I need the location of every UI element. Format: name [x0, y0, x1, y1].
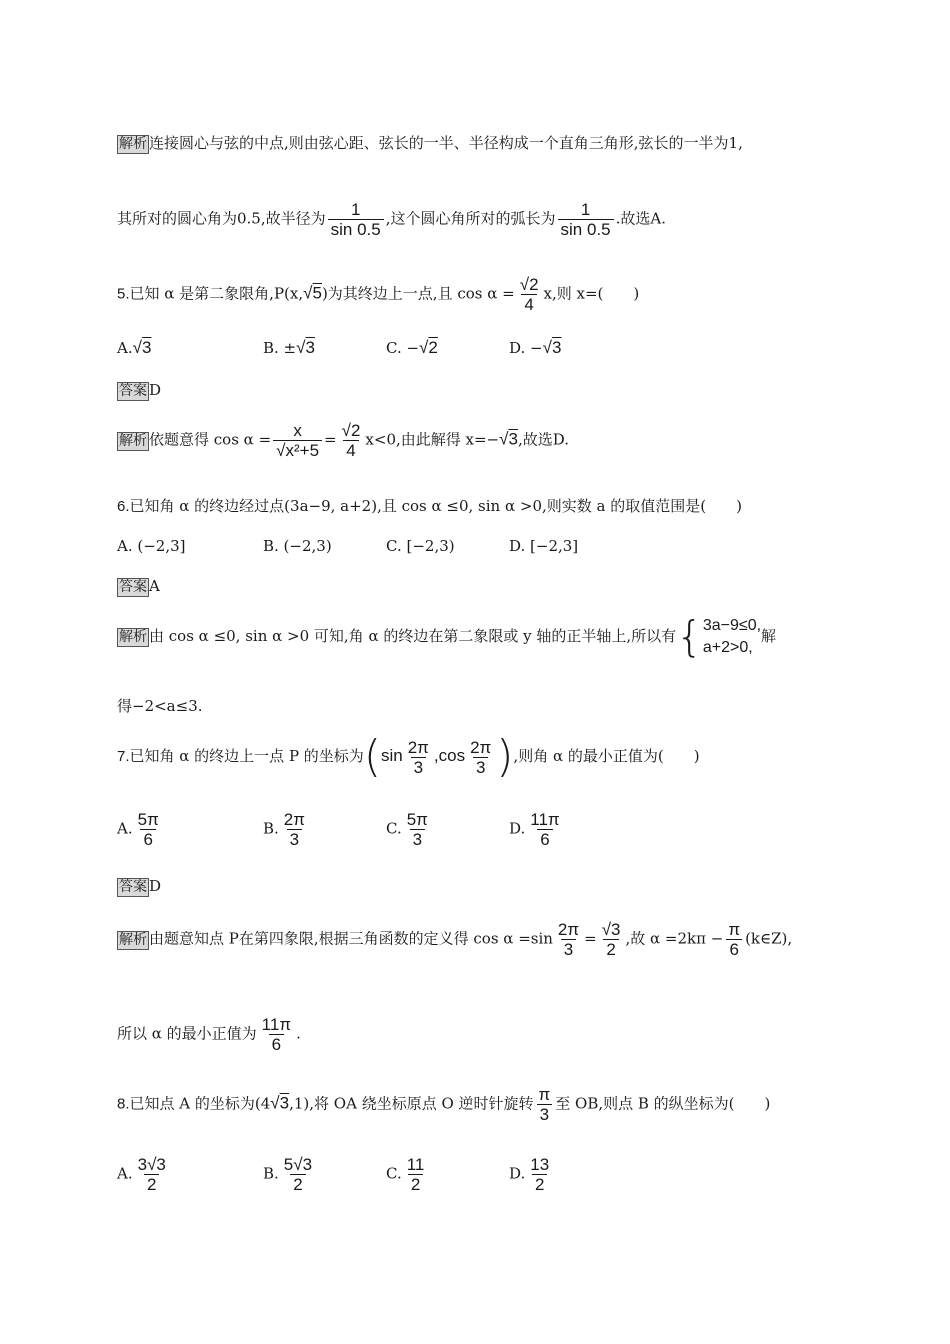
solution-text: 所以 α 的最小正值为 [117, 1024, 257, 1043]
option-c: C. [−2,3) [386, 537, 455, 555]
question-8: 8.已知点 A 的坐标为(4√3,1),将 OA 绕坐标原点 O 逆时针旋转 $\frac{\pi}{3}$ 至 OB,则点 B 的纵坐标为( ) [117, 1085, 771, 1124]
option-b: B. $\frac{2\pi}{3}$ [263, 810, 305, 849]
solution-text: ,故 α =2kπ − [625, 929, 724, 948]
solution-text: ,这个圆心角所对的弧长为 [385, 209, 556, 228]
question-number: 6. [117, 498, 130, 515]
question-text: )为其终边上一点,且 cos α = [321, 284, 515, 303]
solution-text: 由 cos α ≤0, sin α >0 可知,角 α 的终边在第二象限或 y 轴的正半轴上,所以有 [149, 627, 677, 645]
question-text: 已知点 A 的坐标为(4 [129, 1094, 271, 1113]
paren-open: ( [363, 731, 381, 782]
solution-7-cont: 所以 α 的最小正值为 $\frac{11\pi}{6}$ . [117, 1015, 301, 1054]
fraction: $\frac{√2}{4}$ [519, 275, 539, 314]
option-d: D. −√3 [509, 338, 562, 357]
fraction: $\frac{x}{\text{√x²+5}}$ [273, 421, 322, 460]
daan-label: 答案 [119, 383, 147, 399]
question-7: 7.已知角 α 的终边上一点 P 的坐标为(sin $\frac{2\pi}{3}$ ,cos $\frac{2\pi}{3}$ ),则角 α 的最小正值为( ) [117, 731, 700, 782]
daan-label: 答案 [119, 879, 147, 895]
option-b: B. ±√3 [263, 338, 315, 357]
solution-line [117, 132, 743, 154]
brace: { [676, 612, 703, 661]
fraction: $\frac{1}{\sin 0.5}$ [558, 200, 614, 239]
question-number: 7. [117, 748, 130, 765]
question-6 [117, 495, 742, 516]
fraction: $\frac{2\pi}{3}$ [470, 737, 492, 777]
solution-line-2 [117, 200, 666, 239]
question-text: 已知角 α 的终边经过点(3a−9, a+2),且 cos α ≤0, sin α >0,则实数 a 的取值范围是( ) [129, 497, 742, 515]
solution-text: (k∈Z), [745, 929, 793, 948]
jiexi-label: 解析 [119, 432, 147, 449]
question-5 [117, 275, 639, 314]
option-d: D. $\frac{11\pi}{6}$ [509, 810, 560, 849]
inequality-system: 3a−9≤0, a+2>0, [702, 617, 762, 656]
solution-text: .故选A. [615, 209, 666, 228]
paren-close: ) [496, 731, 514, 782]
fraction: $\frac{1}{\sin 0.5}$ [328, 200, 384, 239]
option-d: D. [−2,3] [509, 537, 579, 555]
fraction: $\frac{√2}{4}$ [341, 421, 361, 460]
solution-text: x<0,由此解得 x=− [365, 430, 500, 449]
jiexi-label: 解析 [119, 629, 147, 645]
answer-7 [117, 877, 161, 897]
jiexi-label: 解析 [119, 931, 147, 948]
solution-7: 解析 由题意知点 P在第四象限,根据三角函数的定义得 cos α =sin $\frac{2\pi}{3}$ = $\frac{√3}{2}$ ,故 α =2kπ − $\frac{\pi}{6}$ (k∈Z), [119, 920, 793, 959]
answer-6 [117, 577, 160, 597]
option-a: A. $\frac{5\pi}{6}$ [117, 810, 159, 849]
question-text: ,1),将 OA 绕坐标原点 O 逆时针旋转 [289, 1094, 534, 1113]
option-c: C. $\frac{5\pi}{3}$ [386, 810, 428, 849]
solution-text: 解 [761, 627, 777, 645]
fraction: $\frac{2\pi}{3}$ [407, 737, 429, 777]
option-b: B. $\frac{5√3}{2}$ [263, 1155, 313, 1194]
answer-value: A [149, 577, 160, 595]
daan-label: 答案 [119, 579, 147, 595]
answer-value: D [149, 381, 162, 399]
question-text: 至 OB,则点 B 的纵坐标为( ) [555, 1094, 771, 1113]
solution-5: 解析 依题意得 cos α = $\frac{x}{\text{√x²+5}}$ = $\frac{√2}{4}$ x<0,由此解得 x=−√3,故选D. [119, 421, 569, 460]
question-text: P(x, [273, 284, 304, 303]
solution-text: 依题意得 cos α = [149, 430, 272, 449]
question-text: 已知角 α 的终边上一点 P 的坐标为 [129, 747, 364, 765]
option-b: B. (−2,3) [263, 537, 332, 555]
solution-6 [117, 612, 777, 661]
solution-text: ,故选D. [517, 430, 569, 449]
option-c: C. −√2 [386, 338, 438, 357]
solution-text: 由题意知点 P在第四象限,根据三角函数的定义得 cos α =sin [149, 929, 553, 948]
option-a: A. $\frac{3√3}{2}$ [117, 1155, 166, 1194]
option-a: A.√3 [117, 338, 152, 357]
question-number: 8. [117, 1095, 130, 1113]
question-text: 已知 α 是第二象限角, [129, 284, 274, 303]
answer-5 [117, 381, 161, 401]
radical: √5 [303, 283, 322, 303]
option-c: C. $\frac{11}{2}$ [386, 1155, 425, 1194]
option-d: D. $\frac{13}{2}$ [509, 1155, 550, 1194]
question-text: ,则角 α 的最小正值为( ) [513, 747, 700, 765]
solution-text: 连接圆心与弦的中点,则由弦心距、弦长的一半、半径构成一个直角三角形,弦长的一半为1, [149, 134, 743, 152]
option-a: A. (−2,3] [117, 537, 186, 555]
solution-6-cont: 得−2<a≤3. [117, 697, 203, 715]
jiexi-label: 解析 [119, 136, 147, 152]
solution-text: 其所对的圆心角为0.5,故半径为 [117, 209, 326, 228]
question-text: x,则 x=( ) [543, 284, 640, 303]
answer-value: D [149, 877, 162, 895]
question-number: 5. [117, 285, 130, 303]
